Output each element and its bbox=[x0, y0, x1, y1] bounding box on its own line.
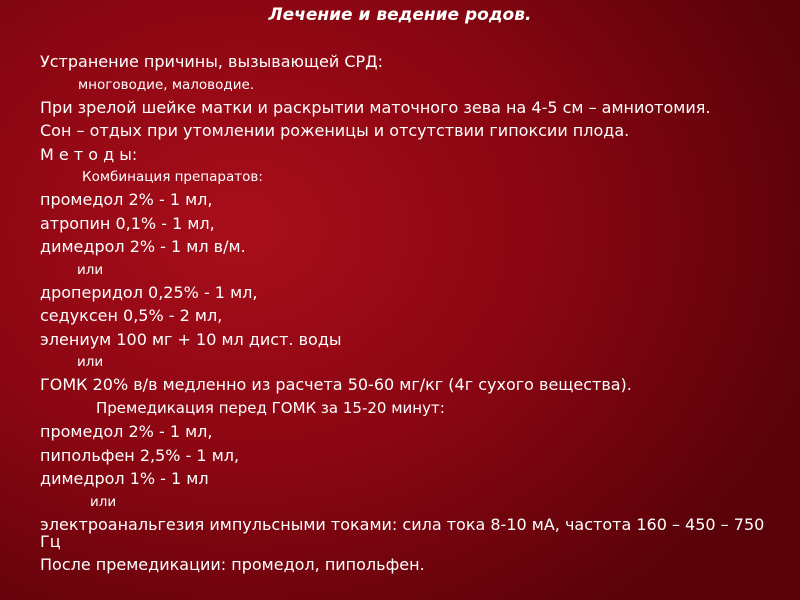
slide-body bbox=[40, 50, 780, 576]
or-separator: или bbox=[77, 261, 104, 278]
drug-line: промедол 2% - 1 мл, bbox=[40, 190, 213, 209]
or-separator: или bbox=[77, 354, 104, 370]
drug-line: атропин 0,1% - 1 мл, bbox=[40, 213, 215, 233]
text-subline: Комбинация препаратов: bbox=[82, 169, 263, 185]
text-line: Устранение причины, вызывающей СРД: bbox=[40, 52, 384, 71]
drug-line: дроперидол 0,25% - 1 мл, bbox=[40, 282, 258, 302]
drug-line: седуксен 0,5% - 2 мл, bbox=[40, 306, 223, 325]
text-line: Сон – отдых при утомлении роженицы и отсутствии гипоксии плода. bbox=[40, 121, 630, 140]
text-subline: многоводие, маловодие. bbox=[78, 76, 255, 93]
drug-line: димедрол 2% - 1 мл в/м. bbox=[40, 237, 246, 256]
text-line: После премедикации: промедол, пипольфен. bbox=[40, 554, 425, 574]
slide-title: Лечение и ведение родов. bbox=[268, 5, 532, 25]
section-heading-methods: М е т о д ы: bbox=[40, 144, 138, 164]
text-line: При зрелой шейке матки и раскрытии маточного зева на 4-5 см – амниотомия. bbox=[40, 97, 711, 117]
drug-line: димедрол 1% - 1 мл bbox=[40, 469, 209, 488]
text-line: электроанальгезия импульсными токами: сила тока 8-10 мА, частота 160 – 450 – 750 Гц bbox=[40, 514, 765, 551]
or-separator: или bbox=[90, 493, 117, 510]
drug-line: промедол 2% - 1 мл, bbox=[40, 422, 213, 441]
drug-line: пипольфен 2,5% - 1 мл, bbox=[40, 445, 240, 465]
text-line: ГОМК 20% в/в медленно из расчета 50-60 мг/кг (4г сухого вещества). bbox=[40, 375, 632, 394]
text-subheading: Премедикация перед ГОМК за 15-20 минут: bbox=[96, 398, 445, 417]
drug-line: элениум 100 мг + 10 мл дист. воды bbox=[40, 329, 342, 349]
